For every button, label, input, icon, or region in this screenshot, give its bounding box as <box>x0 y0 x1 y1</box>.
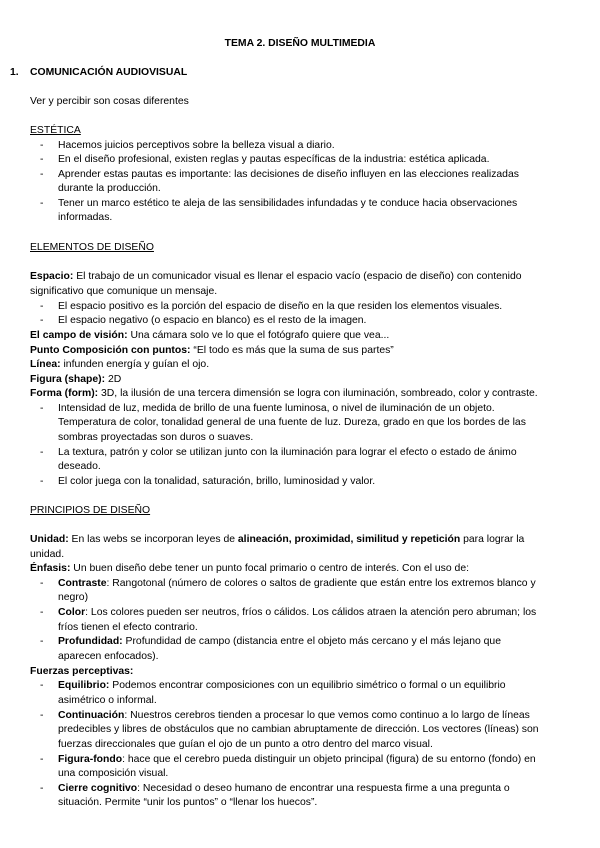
list-item: El espacio negativo (o espacio en blanco) es el resto de la imagen. <box>58 315 367 326</box>
elementos-heading: ELEMENTOS DE DISEÑO <box>30 242 154 253</box>
list-item-cont: durante la producción. <box>58 183 161 194</box>
list-item-cont: informadas. <box>58 212 113 223</box>
list-item: Hacemos juicios perceptivos sobre la belleza visual a diario. <box>58 140 335 151</box>
estetica-heading: ESTÉTICA <box>30 125 81 136</box>
list-item: En el diseño profesional, existen reglas y pautas específicas de la industria: estética aplicada. <box>58 154 490 165</box>
list-item-cont: fuerzas direccionales que guían el ojo de un punto a otro dentro del marco visual. <box>58 739 433 750</box>
list-item: Profundidad: Profundidad de campo (distancia entre el objeto más cercano y el más lejano que <box>58 636 501 647</box>
list-item-cont: asimétrico o informal. <box>58 695 157 706</box>
list-item: Color: Los colores pueden ser neutros, fríos o cálidos. Los cálidos atraen la atención pero abruman; los <box>58 607 537 618</box>
campo-line: El campo de visión: Una cámara solo ve lo que el fotógrafo quiere que vea... <box>30 330 390 341</box>
list-item: El espacio positivo es la porción del espacio de diseño en la que residen los elementos visuales. <box>58 301 503 312</box>
list-item: Equilibrio: Podemos encontrar composiciones con un equilibrio simétrico o formal o un equilibrio <box>58 680 506 691</box>
unidad-line: Unidad: En las webs se incorporan leyes de alineación, proximidad, similitud y repetición para lograr la <box>30 534 525 545</box>
list-item: Tener un marco estético te aleja de las sensibilidades infundadas y te conduce hacia observaciones <box>58 198 518 209</box>
list-item-cont: aparecen enfocados). <box>58 651 159 662</box>
list-item-cont: predecibles y libres de obstáculos que no cambian abruptamente de dirección. Los vectores (líneas) son <box>58 724 539 735</box>
list-item-cont: Temperatura de color, tonalidad general de una fuente de luz. Dureza, grado en que los bordes de las <box>58 417 526 428</box>
document-page: TEMA 2. DISEÑO MULTIMEDIA 1. COMUNICACIÓN AUDIOVISUAL Ver y percibir son cosas diferentes ESTÉTICA - Hacemos juicios perceptivos sobre la belleza visual a diario. - En el diseño profesional, existen reglas y pautas específicas de la industria: estética aplicada. - Aprender estas pautas es importante: las decisiones de diseño influyen en las elecciones realizadas durante la producción. - Tener un marco estético te aleja de las sensibilidades infundadas y te conduce hacia observaciones informadas. ELEMENTOS DE DISEÑO Espacio: El trabajo de un comunicador visual es llenar el espacio vacío (espacio de diseño) con contenido significativo que comunique un mensaje. - El espacio positivo es la porción del espacio de diseño en la que residen los elementos visuales. - El espacio negativo (o espacio en blanco) es el resto de la imagen. El campo de visión: Una cámara solo ve lo que el fotógrafo quiere que vea... Punto Composición con puntos: “El todo es más que la suma de sus partes” Línea: infunden energía y guían el ojo. Figura (shape): 2D Forma (form): 3D, la ilusión de una tercera dimensión se logra con iluminación, sombreado, color y contraste. - Intensidad de luz, medida de brillo de una fuente luminosa, o nivel de iluminación de un objeto. Temperatura de color, tonalidad general de una fuente de luz. Dureza, grado en que los bordes de las sombras proyectadas son duros o suaves. - La textura, patrón y color se utilizan junto con la iluminación para lograr el efecto o estado de ánimo deseado. - El color juega con la tonalidad, saturación, brillo, luminosidad y valor. PRINCIPIOS DE DISEÑO Unidad: En las webs se incorporan leyes de alineación, proximidad, similitud y repetición para lograr la unidad. Énfasis: Un buen diseño debe tener un punto focal primario o centro de interés. Con el uso de: - Contraste: Rangotonal (número de colores o saltos de gradiente que están entre los extremos blanco y negro) - Color: Los colores pueden ser neutros, fríos o cálidos. Los cálidos atraen la atención pero abruman; los fríos tienen el efecto contrario. - Profundidad: Profundidad de campo (distancia entre el objeto más cercano y el más lejano que aparecen enfocados). Fuerzas perceptivas: - Equilibrio: Podemos encontrar composiciones con un equilibrio simétrico o formal o un equilibrio asimétrico o informal. - Continuación: Nuestros cerebros tienden a procesar lo que vemos como continuo a lo largo de líneas predecibles y libres de obstáculos que no cambian abruptamente de dirección. Los vectores (líneas) son fuerzas direccionales que guían el ojo de un punto a otro dentro del marco visual. - Figura-fondo: hace que el cerebro pueda distinguir un objeto principal (figura) de su entorno (fondo) en una composición visual. - Cierre cognitivo: Necesidad o deseo humano de encontrar una respuesta firme a una pregunta o situación. Permite “unir los puntos” o “llenar los huecos”. <box>0 0 600 848</box>
list-item: Intensidad de luz, medida de brillo de una fuente luminosa, o nivel de iluminación de un objeto. <box>58 403 495 414</box>
unidad-line-cont: unidad. <box>30 549 65 560</box>
list-item: Figura-fondo: hace que el cerebro pueda distinguir un objeto principal (figura) de su entorno (fondo) en <box>58 754 536 765</box>
list-item-cont: sombras proyectadas son duros o suaves. <box>58 432 254 443</box>
list-item: Aprender estas pautas es importante: las decisiones de diseño influyen en las elecciones realizadas <box>58 169 519 180</box>
section-heading: COMUNICACIÓN AUDIOVISUAL <box>30 67 188 78</box>
section-number: 1. <box>10 67 19 78</box>
punto-line: Punto Composición con puntos: “El todo es más que la suma de sus partes” <box>30 345 394 356</box>
principios-heading: PRINCIPIOS DE DISEÑO <box>30 505 151 516</box>
espacio-line: Espacio: El trabajo de un comunicador visual es llenar el espacio vacío (espacio de diseño) con contenido <box>30 271 522 282</box>
linea-line: Línea: infunden energía y guían el ojo. <box>30 359 210 370</box>
figura-line: Figura (shape): 2D <box>30 374 122 385</box>
list-item: El color juega con la tonalidad, saturación, brillo, luminosidad y valor. <box>58 476 376 487</box>
fuerzas-heading: Fuerzas perceptivas: <box>30 666 134 677</box>
list-item-cont: negro) <box>58 592 89 603</box>
section-intro: Ver y percibir son cosas diferentes <box>30 96 189 107</box>
list-item-cont: deseado. <box>58 461 101 472</box>
list-item: La textura, patrón y color se utilizan junto con la iluminación para lograr el efecto o estado de ánimo <box>58 447 517 458</box>
enfasis-line: Énfasis: Un buen diseño debe tener un punto focal primario o centro de interés. Con el uso de: <box>30 563 469 574</box>
forma-line: Forma (form): 3D, la ilusión de una tercera dimensión se logra con iluminación, sombreado, color y contraste. <box>30 388 538 399</box>
list-item: Cierre cognitivo: Necesidad o deseo humano de encontrar una respuesta firme a una pregunta o <box>58 783 510 794</box>
list-item-cont: fríos tienen el efecto contrario. <box>58 622 198 633</box>
list-item-cont: situación. Permite “unir los puntos” o “llenar los huecos”. <box>58 797 318 808</box>
list-item: Contraste: Rangotonal (número de colores o saltos de gradiente que están entre los extremos blanco y <box>58 578 536 589</box>
list-item-cont: una composición visual. <box>58 768 169 779</box>
list-item: Continuación: Nuestros cerebros tienden a procesar lo que vemos como continuo a lo largo de líneas <box>58 710 530 721</box>
page-title: TEMA 2. DISEÑO MULTIMEDIA <box>224 38 376 49</box>
espacio-line-cont: significativo que comunique un mensaje. <box>30 286 218 297</box>
